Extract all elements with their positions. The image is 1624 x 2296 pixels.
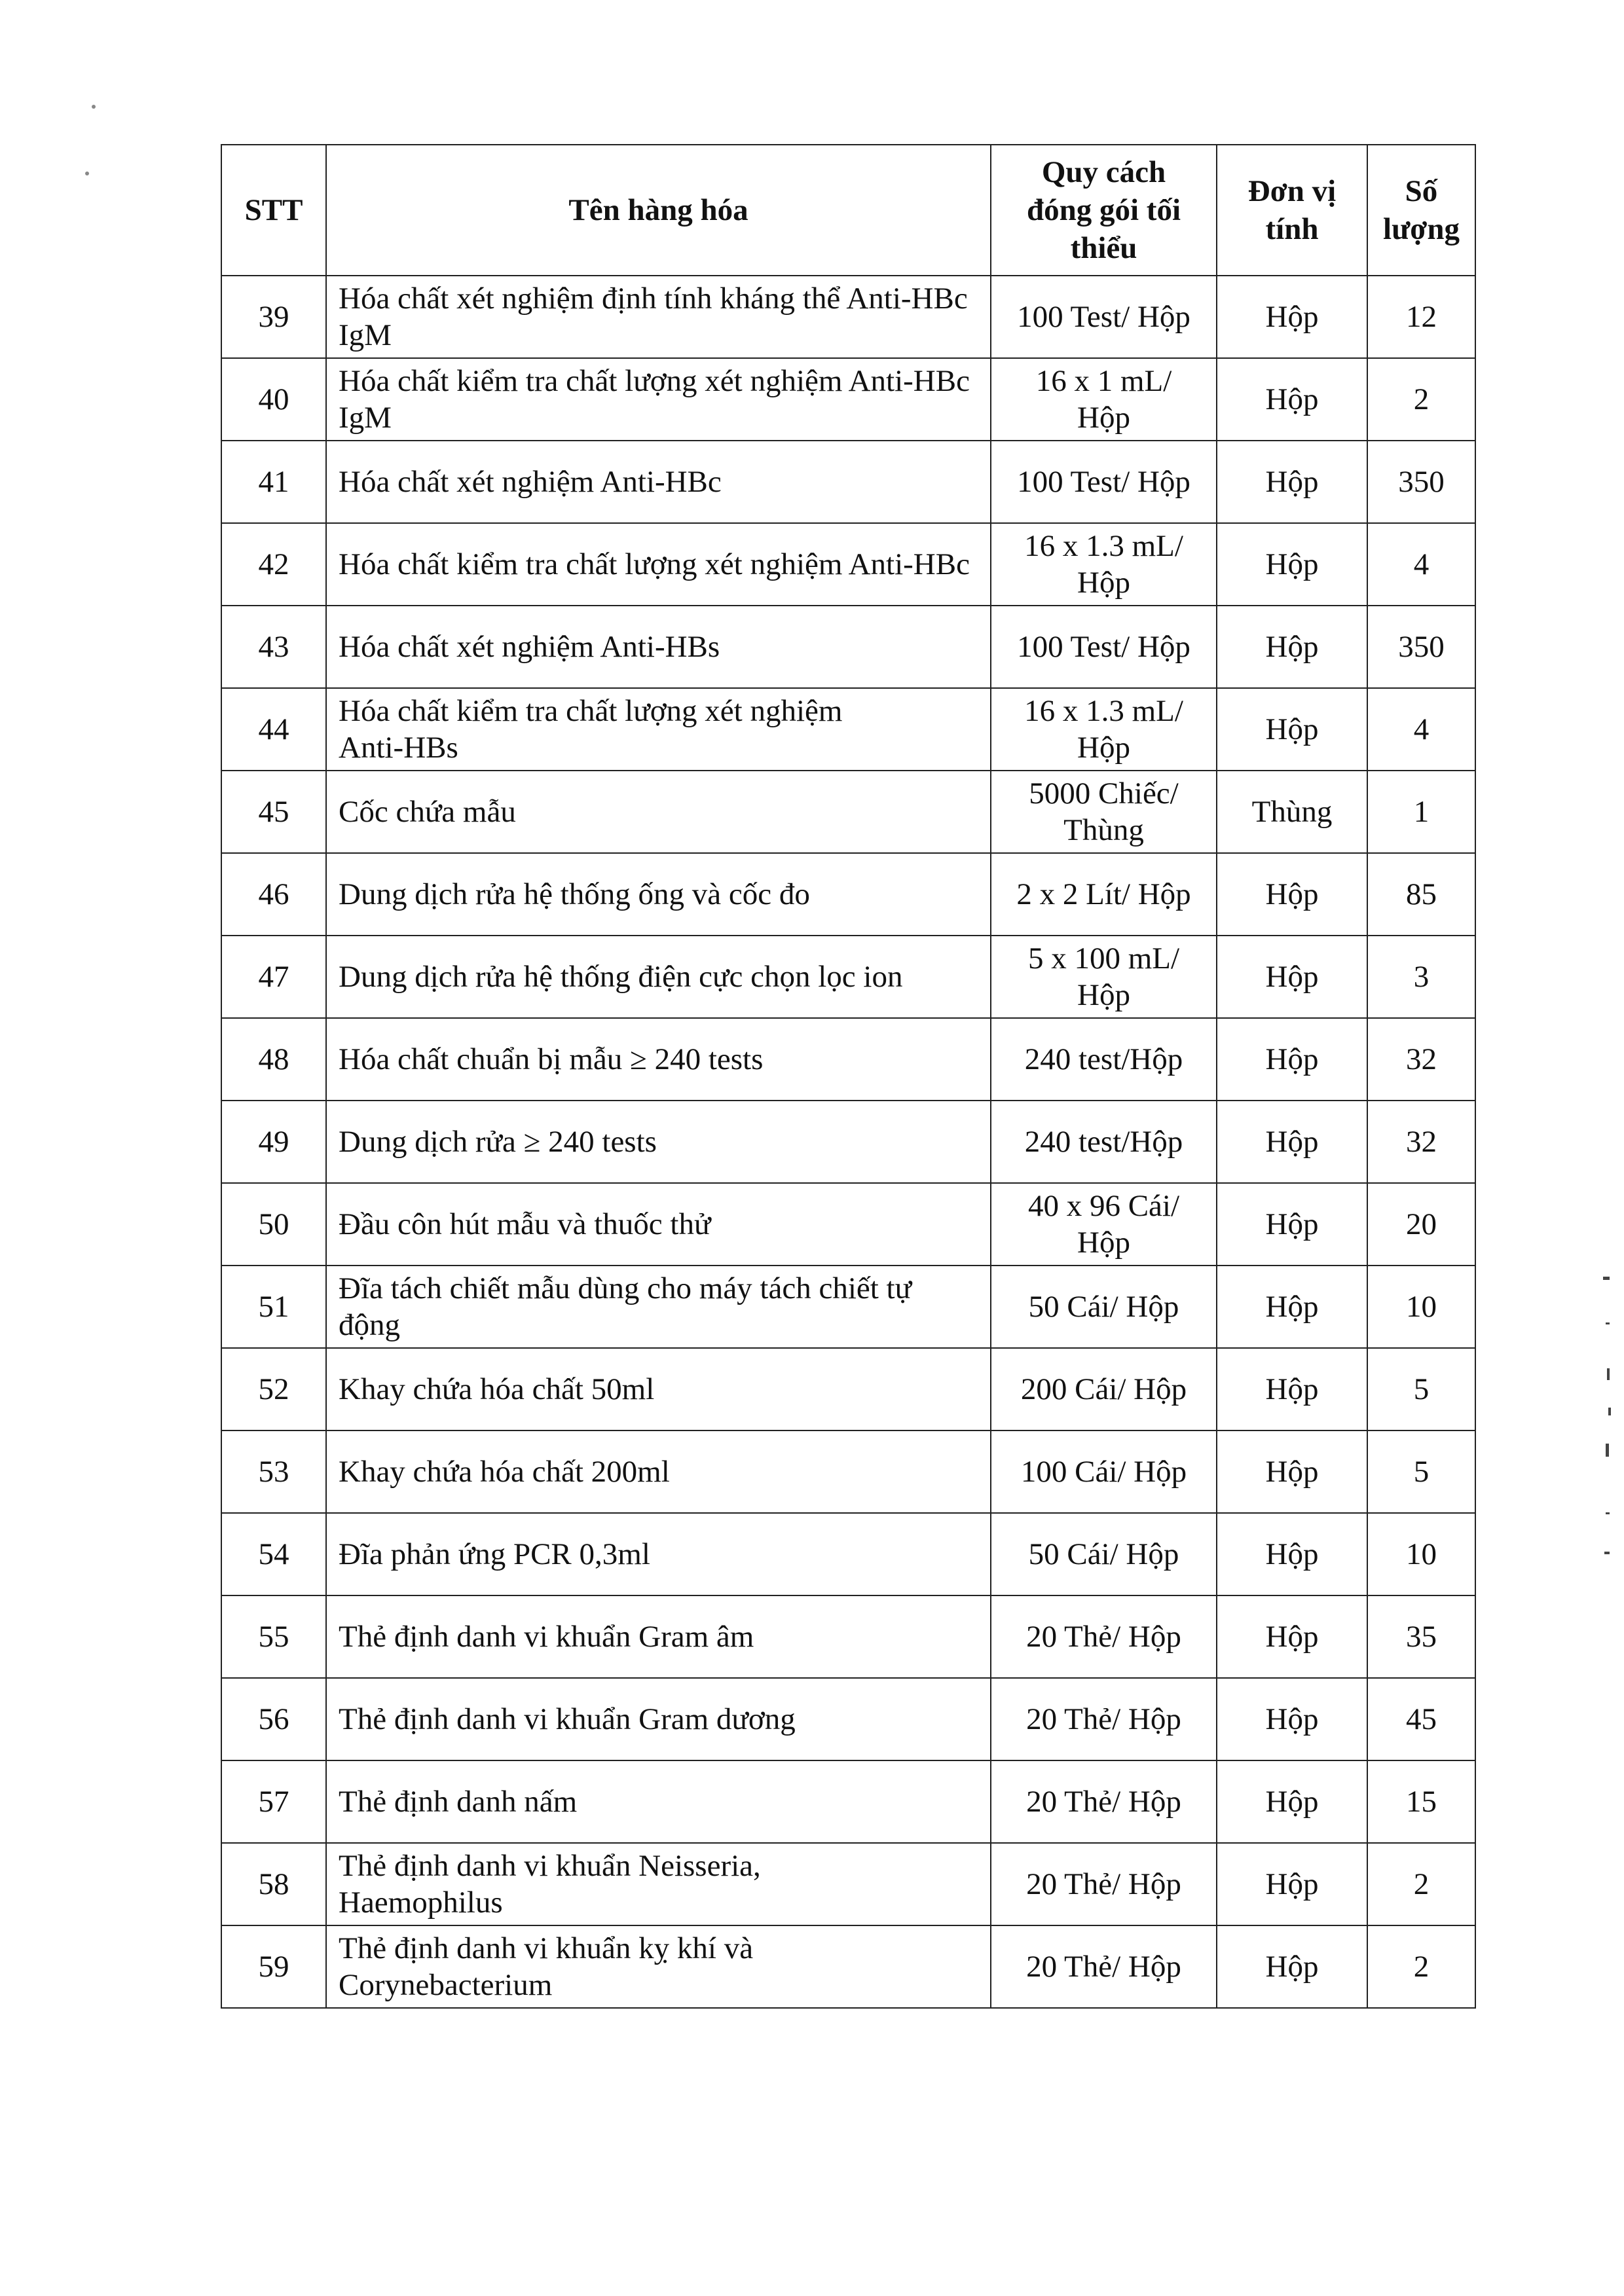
table-row: [221, 1843, 1475, 1925]
cell-stt: 49: [221, 1101, 326, 1183]
cell-spec: 100 Test/ Hộp: [991, 606, 1217, 688]
cell-name: Hóa chất xét nghiệm định tính kháng thể Anti-HBc IgM: [326, 276, 991, 358]
cell-qty: 10: [1367, 1266, 1475, 1348]
table-row: [221, 1101, 1475, 1183]
header-qty: [1367, 145, 1475, 276]
cell-unit: Hộp: [1217, 1430, 1367, 1513]
cell-spec: 50 Cái/ Hộp: [991, 1513, 1217, 1595]
cell-unit: Hộp: [1217, 441, 1367, 523]
table-header-row: [221, 145, 1475, 276]
header-spec-text: Quy cách đóng gói tối thiểu: [1026, 155, 1181, 265]
cell-qty: 1: [1367, 771, 1475, 853]
cell-name: Hóa chất kiểm tra chất lượng xét nghiệm Anti-HBc IgM: [326, 358, 991, 441]
table-row: [221, 1183, 1475, 1266]
cell-qty: 5: [1367, 1348, 1475, 1430]
scan-edge-mark: [1604, 1552, 1610, 1554]
cell-qty: 350: [1367, 441, 1475, 523]
cell-stt: 44: [221, 688, 326, 771]
table-row: [221, 1018, 1475, 1101]
scan-edge-mark: [1608, 1408, 1611, 1415]
cell-spec: 240 test/Hộp: [991, 1018, 1217, 1101]
cell-qty: 5: [1367, 1430, 1475, 1513]
cell-qty: 20: [1367, 1183, 1475, 1266]
cell-stt: 53: [221, 1430, 326, 1513]
cell-name: Thẻ định danh nấm: [326, 1760, 991, 1843]
table-row: [221, 771, 1475, 853]
table-row: [221, 606, 1475, 688]
cell-name: Thẻ định danh vi khuẩn Gram âm: [326, 1595, 991, 1678]
cell-stt: 39: [221, 276, 326, 358]
cell-stt: 55: [221, 1595, 326, 1678]
cell-unit: Hộp: [1217, 523, 1367, 606]
cell-qty: 3: [1367, 936, 1475, 1018]
cell-name: Thẻ định danh vi khuẩn kỵ khí và Corynebacterium: [326, 1925, 991, 2008]
cell-spec: 5000 Chiếc/ Thùng: [991, 771, 1217, 853]
header-unit: [1217, 145, 1367, 276]
cell-unit: Hộp: [1217, 1678, 1367, 1760]
cell-stt: 41: [221, 441, 326, 523]
scan-edge-mark: [1606, 1444, 1609, 1457]
scan-edge-mark: [1607, 1368, 1610, 1380]
cell-unit: Hộp: [1217, 1183, 1367, 1266]
table-row: [221, 1266, 1475, 1348]
table-row: [221, 1760, 1475, 1843]
cell-spec: 40 x 96 Cái/ Hộp: [991, 1183, 1217, 1266]
cell-spec: 20 Thẻ/ Hộp: [991, 1843, 1217, 1925]
cell-unit: Hộp: [1217, 1018, 1367, 1101]
cell-stt: 52: [221, 1348, 326, 1430]
cell-spec: 50 Cái/ Hộp: [991, 1266, 1217, 1348]
cell-qty: 85: [1367, 853, 1475, 936]
cell-qty: 15: [1367, 1760, 1475, 1843]
cell-unit: Thùng: [1217, 771, 1367, 853]
cell-unit: Hộp: [1217, 936, 1367, 1018]
cell-name: Dung dịch rửa hệ thống điện cực chọn lọc ion: [326, 936, 991, 1018]
cell-stt: 58: [221, 1843, 326, 1925]
cell-unit: Hộp: [1217, 606, 1367, 688]
cell-stt: 47: [221, 936, 326, 1018]
cell-stt: 42: [221, 523, 326, 606]
cell-spec: 100 Test/ Hộp: [991, 441, 1217, 523]
cell-unit: Hộp: [1217, 1101, 1367, 1183]
cell-qty: 32: [1367, 1101, 1475, 1183]
cell-qty: 2: [1367, 1843, 1475, 1925]
header-name: Tên hàng hóa: [326, 145, 991, 276]
cell-qty: 2: [1367, 358, 1475, 441]
cell-unit: Hộp: [1217, 1843, 1367, 1925]
cell-spec: 16 x 1 mL/ Hộp: [991, 358, 1217, 441]
cell-unit: Hộp: [1217, 1513, 1367, 1595]
cell-stt: 56: [221, 1678, 326, 1760]
cell-name: Đĩa phản ứng PCR 0,3ml: [326, 1513, 991, 1595]
cell-name: Khay chứa hóa chất 200ml: [326, 1430, 991, 1513]
table-row: [221, 936, 1475, 1018]
cell-spec: 20 Thẻ/ Hộp: [991, 1595, 1217, 1678]
cell-stt: 46: [221, 853, 326, 936]
table-row: [221, 853, 1475, 936]
cell-spec: 5 x 100 mL/ Hộp: [991, 936, 1217, 1018]
cell-stt: 50: [221, 1183, 326, 1266]
cell-qty: 45: [1367, 1678, 1475, 1760]
table-row: [221, 1595, 1475, 1678]
table-row: [221, 441, 1475, 523]
scan-edge-mark: [1606, 1512, 1610, 1514]
goods-table: [221, 144, 1476, 2009]
cell-qty: 35: [1367, 1595, 1475, 1678]
table-row: [221, 1925, 1475, 2008]
table-row: [221, 276, 1475, 358]
cell-name: Dung dịch rửa hệ thống ống và cốc đo: [326, 853, 991, 936]
cell-name: Thẻ định danh vi khuẩn Gram dương: [326, 1678, 991, 1760]
cell-qty: 350: [1367, 606, 1475, 688]
header-unit-text: Đơn vị tính: [1247, 174, 1337, 246]
cell-spec: 100 Cái/ Hộp: [991, 1430, 1217, 1513]
table-row: [221, 523, 1475, 606]
cell-spec: 240 test/Hộp: [991, 1101, 1217, 1183]
cell-name: Đầu côn hút mẫu và thuốc thử: [326, 1183, 991, 1266]
cell-name: Cốc chứa mẫu: [326, 771, 991, 853]
cell-spec: 2 x 2 Lít/ Hộp: [991, 853, 1217, 936]
table-row: [221, 1678, 1475, 1760]
cell-name: Dung dịch rửa ≥ 240 tests: [326, 1101, 991, 1183]
cell-spec: 200 Cái/ Hộp: [991, 1348, 1217, 1430]
scan-speck: [92, 105, 96, 109]
table-row: [221, 1348, 1475, 1430]
cell-unit: Hộp: [1217, 1925, 1367, 2008]
cell-unit: Hộp: [1217, 1760, 1367, 1843]
cell-name: Hóa chất kiểm tra chất lượng xét nghiệm Anti-HBs: [326, 688, 991, 771]
cell-spec: 20 Thẻ/ Hộp: [991, 1760, 1217, 1843]
cell-stt: 51: [221, 1266, 326, 1348]
cell-stt: 57: [221, 1760, 326, 1843]
cell-stt: 59: [221, 1925, 326, 2008]
scan-edge-mark: [1606, 1322, 1610, 1324]
cell-qty: 32: [1367, 1018, 1475, 1101]
header-spec: [991, 145, 1217, 276]
cell-stt: 43: [221, 606, 326, 688]
table-row: [221, 358, 1475, 441]
header-qty-text: Số lượng: [1383, 174, 1460, 246]
cell-spec: 100 Test/ Hộp: [991, 276, 1217, 358]
cell-name: Khay chứa hóa chất 50ml: [326, 1348, 991, 1430]
cell-name: Đĩa tách chiết mẫu dùng cho máy tách chiết tự động: [326, 1266, 991, 1348]
cell-name: Thẻ định danh vi khuẩn Neisseria, Haemophilus: [326, 1843, 991, 1925]
cell-name: Hóa chất xét nghiệm Anti-HBc: [326, 441, 991, 523]
cell-qty: 12: [1367, 276, 1475, 358]
cell-unit: Hộp: [1217, 853, 1367, 936]
cell-name: Hóa chất chuẩn bị mẫu ≥ 240 tests: [326, 1018, 991, 1101]
cell-qty: 10: [1367, 1513, 1475, 1595]
cell-stt: 40: [221, 358, 326, 441]
cell-stt: 54: [221, 1513, 326, 1595]
cell-spec: 20 Thẻ/ Hộp: [991, 1925, 1217, 2008]
cell-qty: 2: [1367, 1925, 1475, 2008]
scan-edge-mark: [1603, 1277, 1610, 1280]
cell-name: Hóa chất kiểm tra chất lượng xét nghiệm Anti-HBc: [326, 523, 991, 606]
scan-speck: [85, 172, 89, 175]
cell-unit: Hộp: [1217, 1348, 1367, 1430]
cell-unit: Hộp: [1217, 688, 1367, 771]
cell-unit: Hộp: [1217, 1266, 1367, 1348]
table-row: [221, 1513, 1475, 1595]
cell-qty: 4: [1367, 523, 1475, 606]
cell-stt: 48: [221, 1018, 326, 1101]
cell-stt: 45: [221, 771, 326, 853]
cell-name: Hóa chất xét nghiệm Anti-HBs: [326, 606, 991, 688]
cell-spec: 20 Thẻ/ Hộp: [991, 1678, 1217, 1760]
table-row: [221, 1430, 1475, 1513]
cell-unit: Hộp: [1217, 1595, 1367, 1678]
cell-spec: 16 x 1.3 mL/ Hộp: [991, 688, 1217, 771]
table-row: [221, 688, 1475, 771]
cell-unit: Hộp: [1217, 276, 1367, 358]
cell-unit: Hộp: [1217, 358, 1367, 441]
cell-qty: 4: [1367, 688, 1475, 771]
cell-spec: 16 x 1.3 mL/ Hộp: [991, 523, 1217, 606]
header-stt: STT: [221, 145, 326, 276]
